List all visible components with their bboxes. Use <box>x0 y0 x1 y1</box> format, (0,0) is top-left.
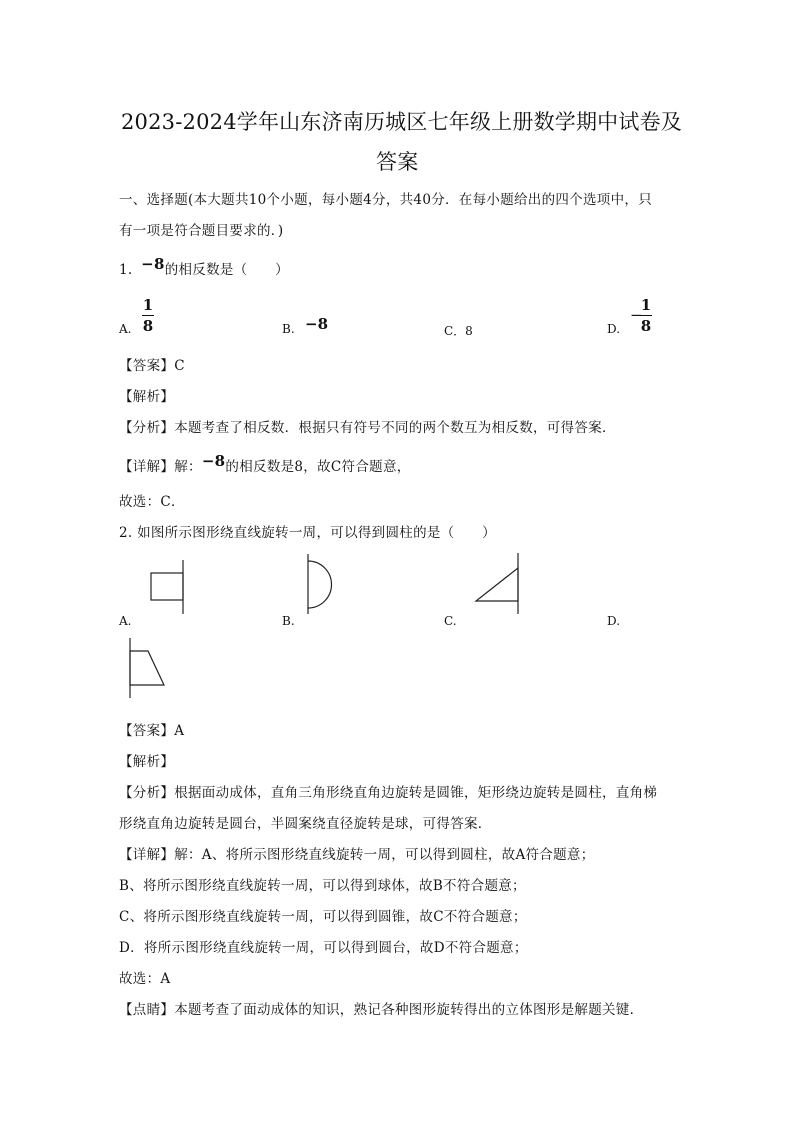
page-title-cont: 答案 <box>376 150 419 174</box>
q2-option-a-label: A. <box>119 614 132 628</box>
q1-answer: 【答案】C <box>119 358 185 374</box>
q2-detail-d: D．将所示图形绕直线旋转一周，可以得到圆台，故D不符合题意； <box>119 940 528 956</box>
q1-option-c: C．8 <box>444 324 473 338</box>
q2-figure-a <box>151 560 183 614</box>
q1-option-d-label: D. <box>607 322 621 336</box>
q1-analysis: 【分析】本题考查了相反数．根据只有符号不同的两个数互为相反数，可得答案． <box>119 420 616 436</box>
q1-detail-math: −8 <box>201 452 226 470</box>
page-title: 2023-2024学年山东济南历城区七年级上册数学期中试卷及 <box>121 110 682 134</box>
q2-note: 【点睛】本题考查了面动成体的知识，熟记各种图形旋转得出的立体图形是解题关键． <box>119 1002 644 1018</box>
q2-analysis-line1: 【分析】根据面动成体，直角三角形绕直角边旋转是圆锥，矩形绕边旋转是圆柱，直角梯 <box>119 785 658 801</box>
q2-figure-c <box>476 553 518 614</box>
q1-option-b-label: B. <box>282 322 295 336</box>
q1-stem-text: 的相反数是（ ） <box>164 262 289 278</box>
q2-answer: 【答案】A <box>119 723 185 739</box>
q2-stem: 2. 如图所示图形绕直线旋转一周，可以得到圆柱的是（ ） <box>119 525 496 541</box>
q1-number: 1. <box>119 262 133 278</box>
section-heading: 一、选择题(本大题共10个小题，每小题4分，共40分．在每小题给出的四个选项中，只 <box>119 192 653 208</box>
q2-option-c-label: C. <box>444 614 457 628</box>
q2-detail-c: C、将所示图形绕直线旋转一周，可以得到圆锥，故C不符合题意； <box>119 909 527 925</box>
q2-analysis-heading: 【解析】 <box>119 754 175 770</box>
q2-option-d-label: D. <box>607 614 621 628</box>
q2-choice: 故选：A <box>119 971 171 987</box>
q1-choice: 故选：C． <box>119 494 185 510</box>
q1-option-b-value: −8 <box>305 315 329 333</box>
q1-detail-prefix: 【详解】解： <box>119 459 202 475</box>
q1-analysis-heading: 【解析】 <box>119 389 175 405</box>
q1-option-a-denominator: 8 <box>142 317 154 335</box>
q2-detail-a: 【详解】解：A、将所示图形绕直线旋转一周，可以得到圆柱，故A符合题意； <box>119 847 595 863</box>
q2-figure-d <box>130 638 164 698</box>
section-heading-cont: 有一项是符合题目要求的．) <box>119 223 284 239</box>
q1-option-d-numerator: 1 <box>640 296 652 314</box>
q1-option-a-label: A. <box>119 322 132 336</box>
q2-option-b-label: B. <box>282 614 295 628</box>
q2-analysis-line2: 形绕直角边旋转是圆台，半圆案绕直径旋转是球，可得答案． <box>119 816 492 832</box>
q1-option-d-denominator: 8 <box>640 317 652 335</box>
q2-detail-b: B、将所示图形绕直线旋转一周，可以得到球体，故B不符合题意； <box>119 878 526 894</box>
q1-option-d-sign: − <box>630 306 643 324</box>
q1-detail-suffix: 的相反数是8，故C符合题意， <box>225 459 411 475</box>
q1-option-a-numerator: 1 <box>142 296 154 314</box>
q2-figure-b <box>308 554 332 614</box>
q1-math: −8 <box>141 255 165 273</box>
